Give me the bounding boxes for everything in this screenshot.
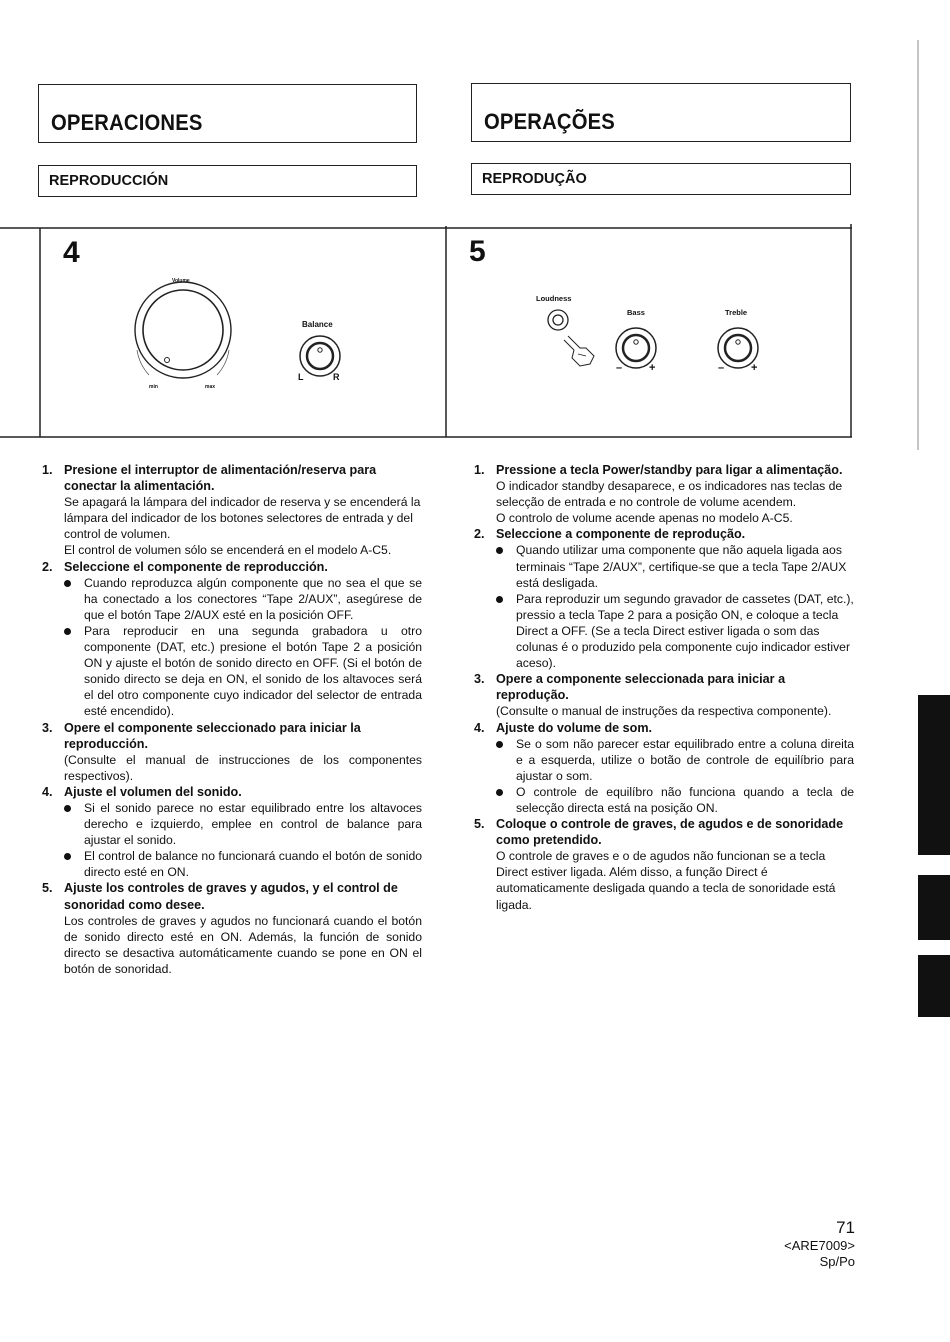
step-number: 4. (42, 784, 53, 799)
right-step-2 (474, 526, 854, 671)
page-footer (784, 1218, 855, 1270)
bass-label: Bass (627, 308, 645, 317)
right-step-3 (474, 671, 854, 719)
bullet-text: Se o som não parecer estar equilibrado entre a coluna direita e a esquerda, utilize o botão de controle de equilíbrio para ajustar o som. (516, 736, 854, 783)
bullet-text: Para reproduzir um segundo gravador de cassetes (DAT, etc.), pressio a tecla Tape 2 para a posição ON, e coloque a tecla Direct a OFF. (Se a tecla Direct estiver ligada o som das colunas é o produzido pela componente cujo indicador estiver aceso). (516, 591, 854, 671)
step-heading: Ajuste do volume de som. (496, 720, 653, 735)
step-body: (Consulte o manual de instruções da respectiva componente). (496, 704, 832, 719)
balance-l-label: L (298, 372, 304, 382)
bass-plus-label: + (649, 362, 656, 374)
right-step-4 (474, 720, 854, 817)
step-body: Los controles de graves y agudos no funcionará cuando el botón de sonido directo esté en ON. Además, la función de sonido directo se desactiva automáticamente cuando se pone en ON el botón de sonoridad. (64, 913, 422, 976)
left-steps-column (42, 462, 422, 977)
left-step-3 (42, 720, 422, 784)
step-heading: Seleccione el componente de reproducción. (64, 559, 328, 574)
step-number: 3. (42, 720, 53, 735)
step-body: O indicador standby desaparece, e os indicadores nas teclas de selecção de entrada e no controle de volume acendem. O controlo de volume acende apenas no modelo A-C5. (496, 479, 843, 526)
volume-min-label: min (149, 384, 158, 390)
bullet-text: Quando utilizar uma componente que não aquela ligada aos terminais “Tape 2/AUX”, certifique-se que a tecla Tape 2/AUX está desligada. (516, 543, 847, 590)
step-number: 5. (42, 881, 53, 896)
edge-tab-4 (918, 955, 950, 1017)
bullet-icon (64, 580, 71, 587)
step-heading: Opere el componente seleccionado para iniciar la reproducción. (64, 720, 361, 751)
hand-pointer-icon (560, 334, 600, 370)
step-heading: Coloque o controle de graves, de agudos e de sonoridade como pretendido. (496, 817, 844, 848)
step-heading: Ajuste el volumen del sonido. (64, 784, 242, 799)
step-heading: Opere a componente seleccionada para iniciar a reprodução. (496, 672, 786, 703)
bullet-icon (496, 741, 503, 748)
bullet-icon (496, 789, 503, 796)
bullet-text: Si el sonido parece no estar equilibrado entre los altavoces derecho e izquierdo, emplee en control de balance para ajustar el sonido. (84, 800, 422, 848)
volume-label: Volume (172, 278, 190, 284)
step-number: 3. (474, 672, 485, 687)
step-number: 2. (42, 559, 53, 574)
volume-knob-diagram (125, 280, 245, 390)
treble-plus-label: + (751, 362, 758, 374)
doc-code: <ARE7009> (784, 1238, 855, 1253)
edge-tab-1 (918, 695, 950, 800)
bullet-text: El control de balance no funcionará cuando el botón de sonido directo esté en ON. (84, 849, 422, 880)
bullet-item (496, 784, 854, 816)
step-heading: Ajuste los controles de graves y agudos, y el control de sonoridad como desee. (64, 881, 398, 912)
step-heading: Presione el interruptor de alimentación/reserva para conectar la alimentación. (64, 463, 377, 494)
step-number: 1. (474, 463, 485, 477)
right-subsection-title: REPRODUÇÃO (482, 171, 587, 187)
bullet-icon (496, 547, 503, 554)
step-heading: Seleccione a componente de reprodução. (496, 527, 746, 542)
right-steps-column (474, 462, 854, 913)
edge-tab-3 (918, 875, 950, 940)
bullet-icon (64, 853, 71, 860)
bullet-item (496, 736, 854, 784)
loudness-button-diagram (546, 308, 570, 332)
balance-label: Balance (302, 320, 333, 329)
bullet-icon (64, 628, 71, 635)
bullet-icon (64, 805, 71, 812)
step-number: 2. (474, 527, 485, 542)
right-section-title: OPERAÇÕES (484, 109, 615, 134)
bullet-item (496, 542, 854, 590)
step-number: 1. (42, 463, 53, 477)
bullet-item (64, 623, 422, 720)
bullet-item (64, 848, 422, 880)
left-subsection-title: REPRODUCCIÓN (49, 173, 169, 189)
figure-5-number: 5 (469, 235, 486, 268)
bullet-item (496, 591, 854, 671)
bullet-item (64, 800, 422, 848)
bass-minus-label: – (616, 362, 623, 374)
page-number: 71 (836, 1218, 855, 1237)
bullet-text: O controle de equilíbro não funciona quando a tecla de selecção directa está na posição ON. (516, 784, 854, 815)
balance-r-label: R (333, 372, 340, 382)
bullet-icon (496, 596, 503, 603)
volume-max-label: max (205, 384, 216, 390)
right-step-1 (474, 462, 854, 526)
left-step-4 (42, 784, 422, 881)
loudness-label: Loudness (536, 294, 572, 303)
language-code: Sp/Po (819, 1254, 855, 1269)
step-body: O controle de graves e o de agudos não funcionan se a tecla Direct estiver ligada. Além disso, a função Direct é automaticamente desligada quando a tecla de sonoridade está ligada. (496, 849, 836, 912)
left-step-2 (42, 559, 422, 720)
bullet-text: Cuando reproduzca algún componente que no sea el que se ha conectado a los conectores “Tape 2/AUX”, asegúrese de que el botón Tape 2/AUX esté en la posición OFF. (84, 575, 422, 622)
edge-tab-2 (918, 795, 950, 855)
figure-4-number: 4 (63, 236, 80, 269)
right-step-5 (474, 816, 854, 913)
step-number: 5. (474, 817, 485, 832)
left-step-1 (42, 462, 422, 559)
left-step-5 (42, 880, 422, 977)
treble-minus-label: – (718, 362, 725, 374)
treble-label: Treble (725, 308, 748, 317)
step-body: Se apagará la lámpara del indicador de reserva y se encenderá la lámpara del indicador de los botones selectores de entrada y del control de volumen. El control de volumen sólo se encenderá en el modelo A-C5. (64, 495, 421, 558)
step-body: (Consulte el manual de instrucciones de los componentes respectivos). (64, 752, 422, 783)
left-section-title: OPERACIONES (51, 110, 203, 135)
bullet-text: Para reproducir en una segunda grabadora u otro componente (DAT, etc.) presione el botón Tape 2 a posición ON y ajuste el botón de sonido directo en OFF. (Si el botón de sonido directo se deja en ON, el sonido de los altavoces será el del otro componente cuyo indicador del selector de entrada esté encendido). (84, 623, 422, 719)
step-number: 4. (474, 720, 485, 735)
step-heading: Pressione a tecla Power/standby para ligar a alimentação. (496, 463, 843, 477)
bullet-item (64, 575, 422, 623)
